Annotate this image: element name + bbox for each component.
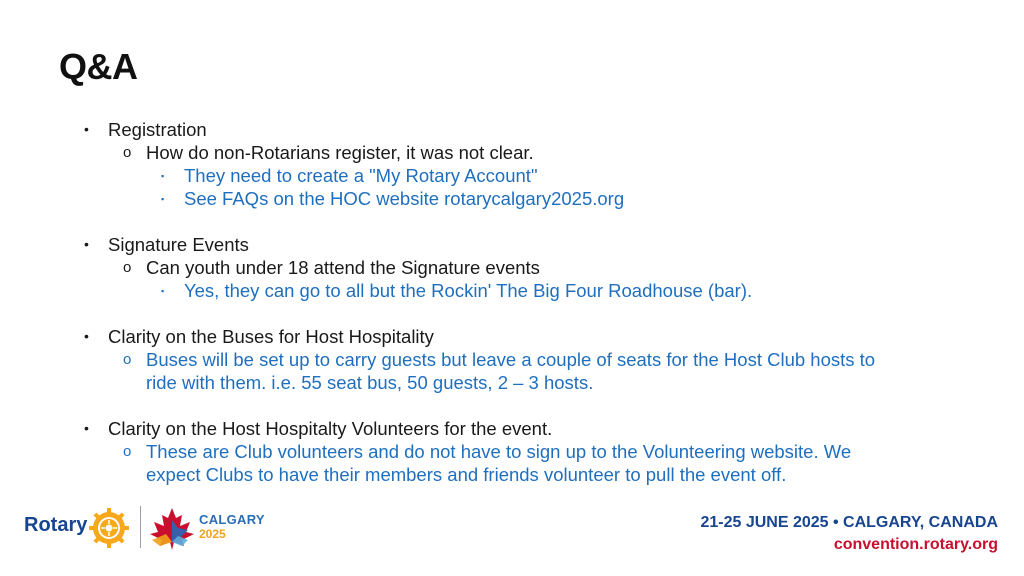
answer-item [84,440,964,463]
bullet-marker: o [123,351,132,368]
event-dates: 21-25 JUNE 2025 • CALGARY, CANADA [700,514,998,531]
slide-title: Q&A [59,46,138,87]
answer-text: Yes, they can go to all but the Rockin' The Big Four Roadhouse (bar). [184,280,753,301]
rotary-wordmark: Rotary [24,514,88,536]
question-text: How do non-Rotarians register, it was not clear. [146,142,534,163]
answer-text: See FAQs on the HOC website rotarycalgary2025.org [184,188,625,209]
section-volunteers [84,417,964,486]
footer-info [700,512,998,556]
bullet-marker: o [123,144,132,161]
maple-leaf-icon [148,506,196,550]
bullet-marker: • [84,121,89,137]
question-item [84,256,964,279]
calgary-wordmark: CALGARY [199,512,265,527]
answer-item [84,187,964,210]
bullet-marker: o [123,259,132,276]
answer-item [84,164,964,187]
bullet-marker: ▪ [161,194,165,204]
answer-continuation [84,371,964,394]
answer-continuation [84,463,964,486]
answer-item [84,279,964,302]
answer-text: ride with them. i.e. 55 seat bus, 50 guests, 2 – 3 hosts. [146,372,594,393]
section-heading: Clarity on the Buses for Host Hospitality [108,326,434,347]
section-signature-events [84,233,964,302]
answer-text: These are Club volunteers and do not have to sign up to the Volunteering website. We [146,441,852,462]
bullet-item [84,417,964,440]
answer-text: They need to create a "My Rotary Account" [184,165,538,186]
section-registration [84,118,964,210]
bullet-marker: • [84,236,89,252]
answer-text: Buses will be set up to carry guests but leave a couple of seats for the Host Club hosts to [146,349,876,370]
convention-link[interactable]: convention.rotary.org [833,536,998,553]
calgary-year: 2025 [199,527,226,541]
logo-divider [140,506,141,548]
bullet-marker: ▪ [161,286,165,296]
bullet-item [84,118,964,141]
rotary-wheel-icon [88,507,130,549]
footer-logos [24,504,284,552]
section-heading: Clarity on the Host Hospitalty Volunteers for the event. [108,418,553,439]
bullet-marker: ▪ [161,171,165,181]
bullet-marker: o [123,443,132,460]
answer-text: expect Clubs to have their members and friends volunteer to pull the event off. [146,464,787,485]
section-heading: Signature Events [108,234,249,255]
bullet-item [84,325,964,348]
bullet-marker: • [84,420,89,436]
bullet-marker: • [84,328,89,344]
question-text: Can youth under 18 attend the Signature events [146,257,540,278]
section-buses [84,325,964,394]
question-item [84,141,964,164]
section-heading: Registration [108,119,207,140]
answer-item [84,348,964,371]
bullet-item [84,233,964,256]
